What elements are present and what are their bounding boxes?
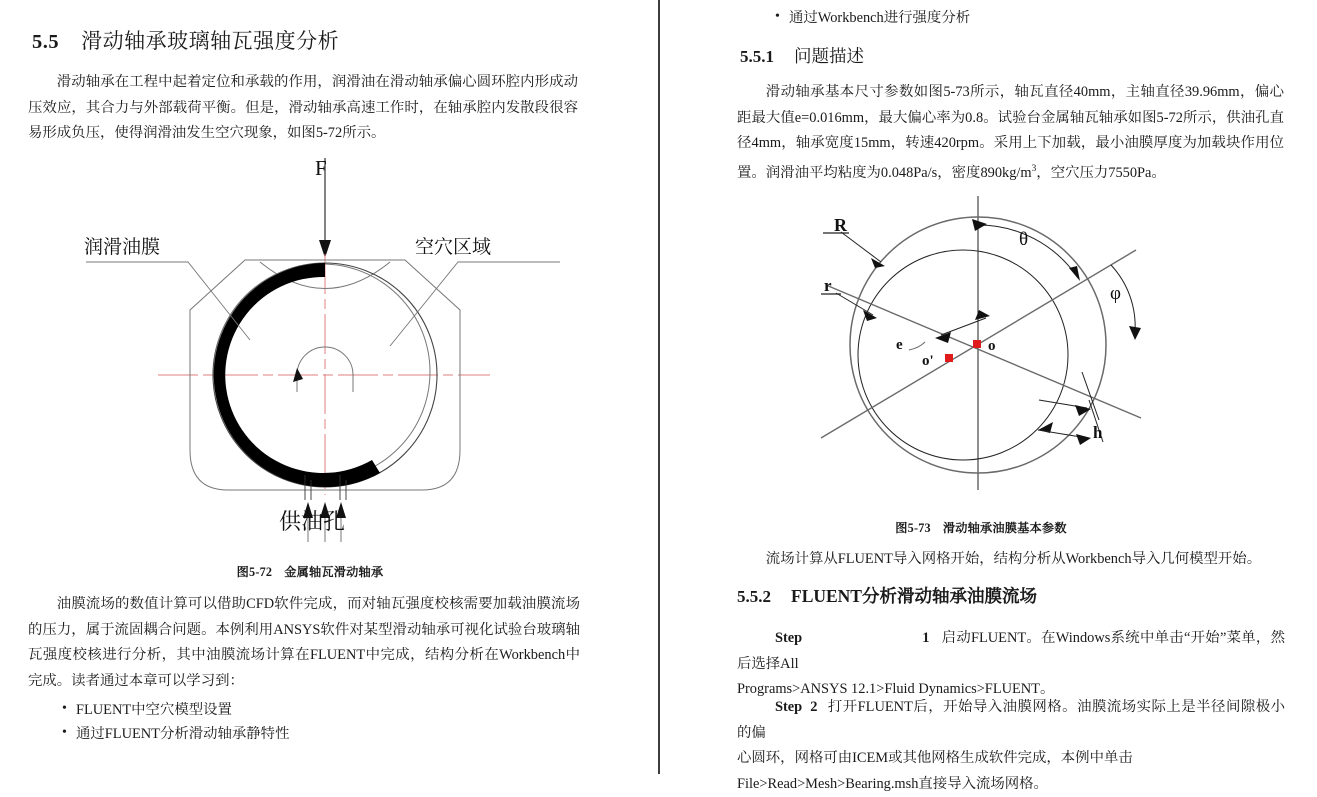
left-bullet-list [28,698,582,746]
figure-5-73-label-o-prime: o' [922,353,934,369]
figure-5-72-caption [0,563,620,580]
step-2-text-line3: File>Read>Mesh>Bearing.msh直接导入流场网格。 [737,775,1048,792]
figure-5-72-label-cavitation: 空穴区域 [415,237,492,258]
subsection-number: 5.5.2 [737,587,771,606]
step-1-label: Step [775,630,803,646]
section-number: 5.5 [32,31,60,53]
list-item: • FLUENT中空穴模型设置 [62,698,582,722]
right-bullet-list [741,6,1295,30]
left-paragraph-1: 滑动轴承在工程中起着定位和承载的作用，润滑油在滑动轴承偏心圆环腔内形成动压效应，其合力与外部载荷平衡。但是，滑动轴承高速工作时，在轴承腔内发散段很容易形成负压，使得润滑油发生空穴现象，如图5-72所示。 [28,74,578,141]
step-2-text-line1: 打开FLUENT后，开始导入油膜网格。油膜流场实际上是半径间隙极小的偏 [737,699,1285,741]
figure-5-73-caption-title: 滑动轴承油膜基本参数 [942,521,1067,535]
figure-5-72-caption-number: 图5-72 [236,565,273,579]
step-2-label: Step [775,699,803,715]
figure-5-73-caption-number: 图5-73 [895,521,931,535]
figure-5-72-drawing [60,150,580,550]
figure-5-73-label-R: R [834,215,847,235]
section-title: 滑动轴承玻璃轴瓦强度分析 [81,29,340,53]
right-paragraph-1-sup: 3 [1031,163,1037,174]
left-page [0,0,659,774]
figure-5-72-label-oil-film: 润滑油膜 [84,237,161,258]
step-1-text-line2: Programs>ANSYS 12.1>Fluid Dynamics>FLUENT。 [737,681,1055,697]
figure-5-73-caption [661,519,1301,536]
figure-5-72-label-oil-hole: 供油孔 [279,509,346,534]
step-2-paragraph [737,695,1285,797]
figure-5-73-label-theta: θ [1019,229,1029,250]
subsection-number: 5.5.1 [740,47,774,66]
figure-5-73-label-o: o [988,338,996,354]
step-1-number: 1 [922,630,930,646]
subsection-title: FLUENT分析滑动轴承油膜流场 [791,586,1037,606]
right-paragraph-2: 流场计算从FLUENT导入网格开始，结构分析从Workbench导入几何模型开始。 [765,551,1262,567]
figure-5-73-label-r: r [824,276,832,295]
right-paragraph-1-b: ，空穴压力7550Pa。 [1036,164,1166,181]
step-2-text-line2: 心圆环，网格可由ICEM或其他网格生成软件完成，本例中单击 [737,750,1133,766]
step-1-text-line1: 启动FLUENT。在Windows系统中单击“开始”菜单，然后选择All [737,630,1285,672]
figure-5-73-label-phi: φ [1110,283,1121,304]
figure-5-73-label-h: h [1093,423,1103,442]
right-paragraph-1-a: 滑动轴承基本尺寸参数如图5-73所示，轴瓦直径40mm，主轴直径39.96mm，偏心距最大值e=0.016mm，最大偏心率为0.8。试验台金属轴瓦轴承如图5-72所示，供油孔直径4mm，轴承宽度15mm，转速420rpm。采用上下加载，最小油膜厚度为加载块作用位置。润滑油平均粘度为0.048Pa/s，密度890kg/m [737,84,1284,181]
subsection-title: 问题描述 [794,46,864,66]
figure-5-72-label-force: F [315,156,327,180]
step-1-paragraph [737,626,1285,703]
list-item: • 通过Workbench进行强度分析 [775,6,1295,30]
subsection-heading-5-5-2 [737,583,1037,608]
figure-5-72-caption-title: 金属轴瓦滑动轴承 [284,565,384,579]
right-page [661,0,1317,792]
step-2-number: 2 [810,699,818,715]
right-paragraph-1 [737,80,1284,186]
subsection-heading-5-5-1 [740,43,864,68]
left-paragraph-2: 油膜流场的数值计算可以借助CFD软件完成，而对轴瓦强度校核需要加载油膜流场的压力，属于流固耦合问题。本例利用ANSYS软件对某型滑动轴承可视化试验台玻璃轴瓦强度校核进行分析，其中油膜流场计算在FLUENT中完成，结构分析在Workbench中完成。读者通过本章可以学习到： [28,596,580,689]
section-heading-5-5 [32,25,339,55]
figure-5-73-label-e: e [896,337,903,353]
figure-5-73 [791,190,1191,500]
list-item: • 通过FLUENT分析滑动轴承静特性 [62,722,582,746]
figure-5-72 [60,150,580,550]
